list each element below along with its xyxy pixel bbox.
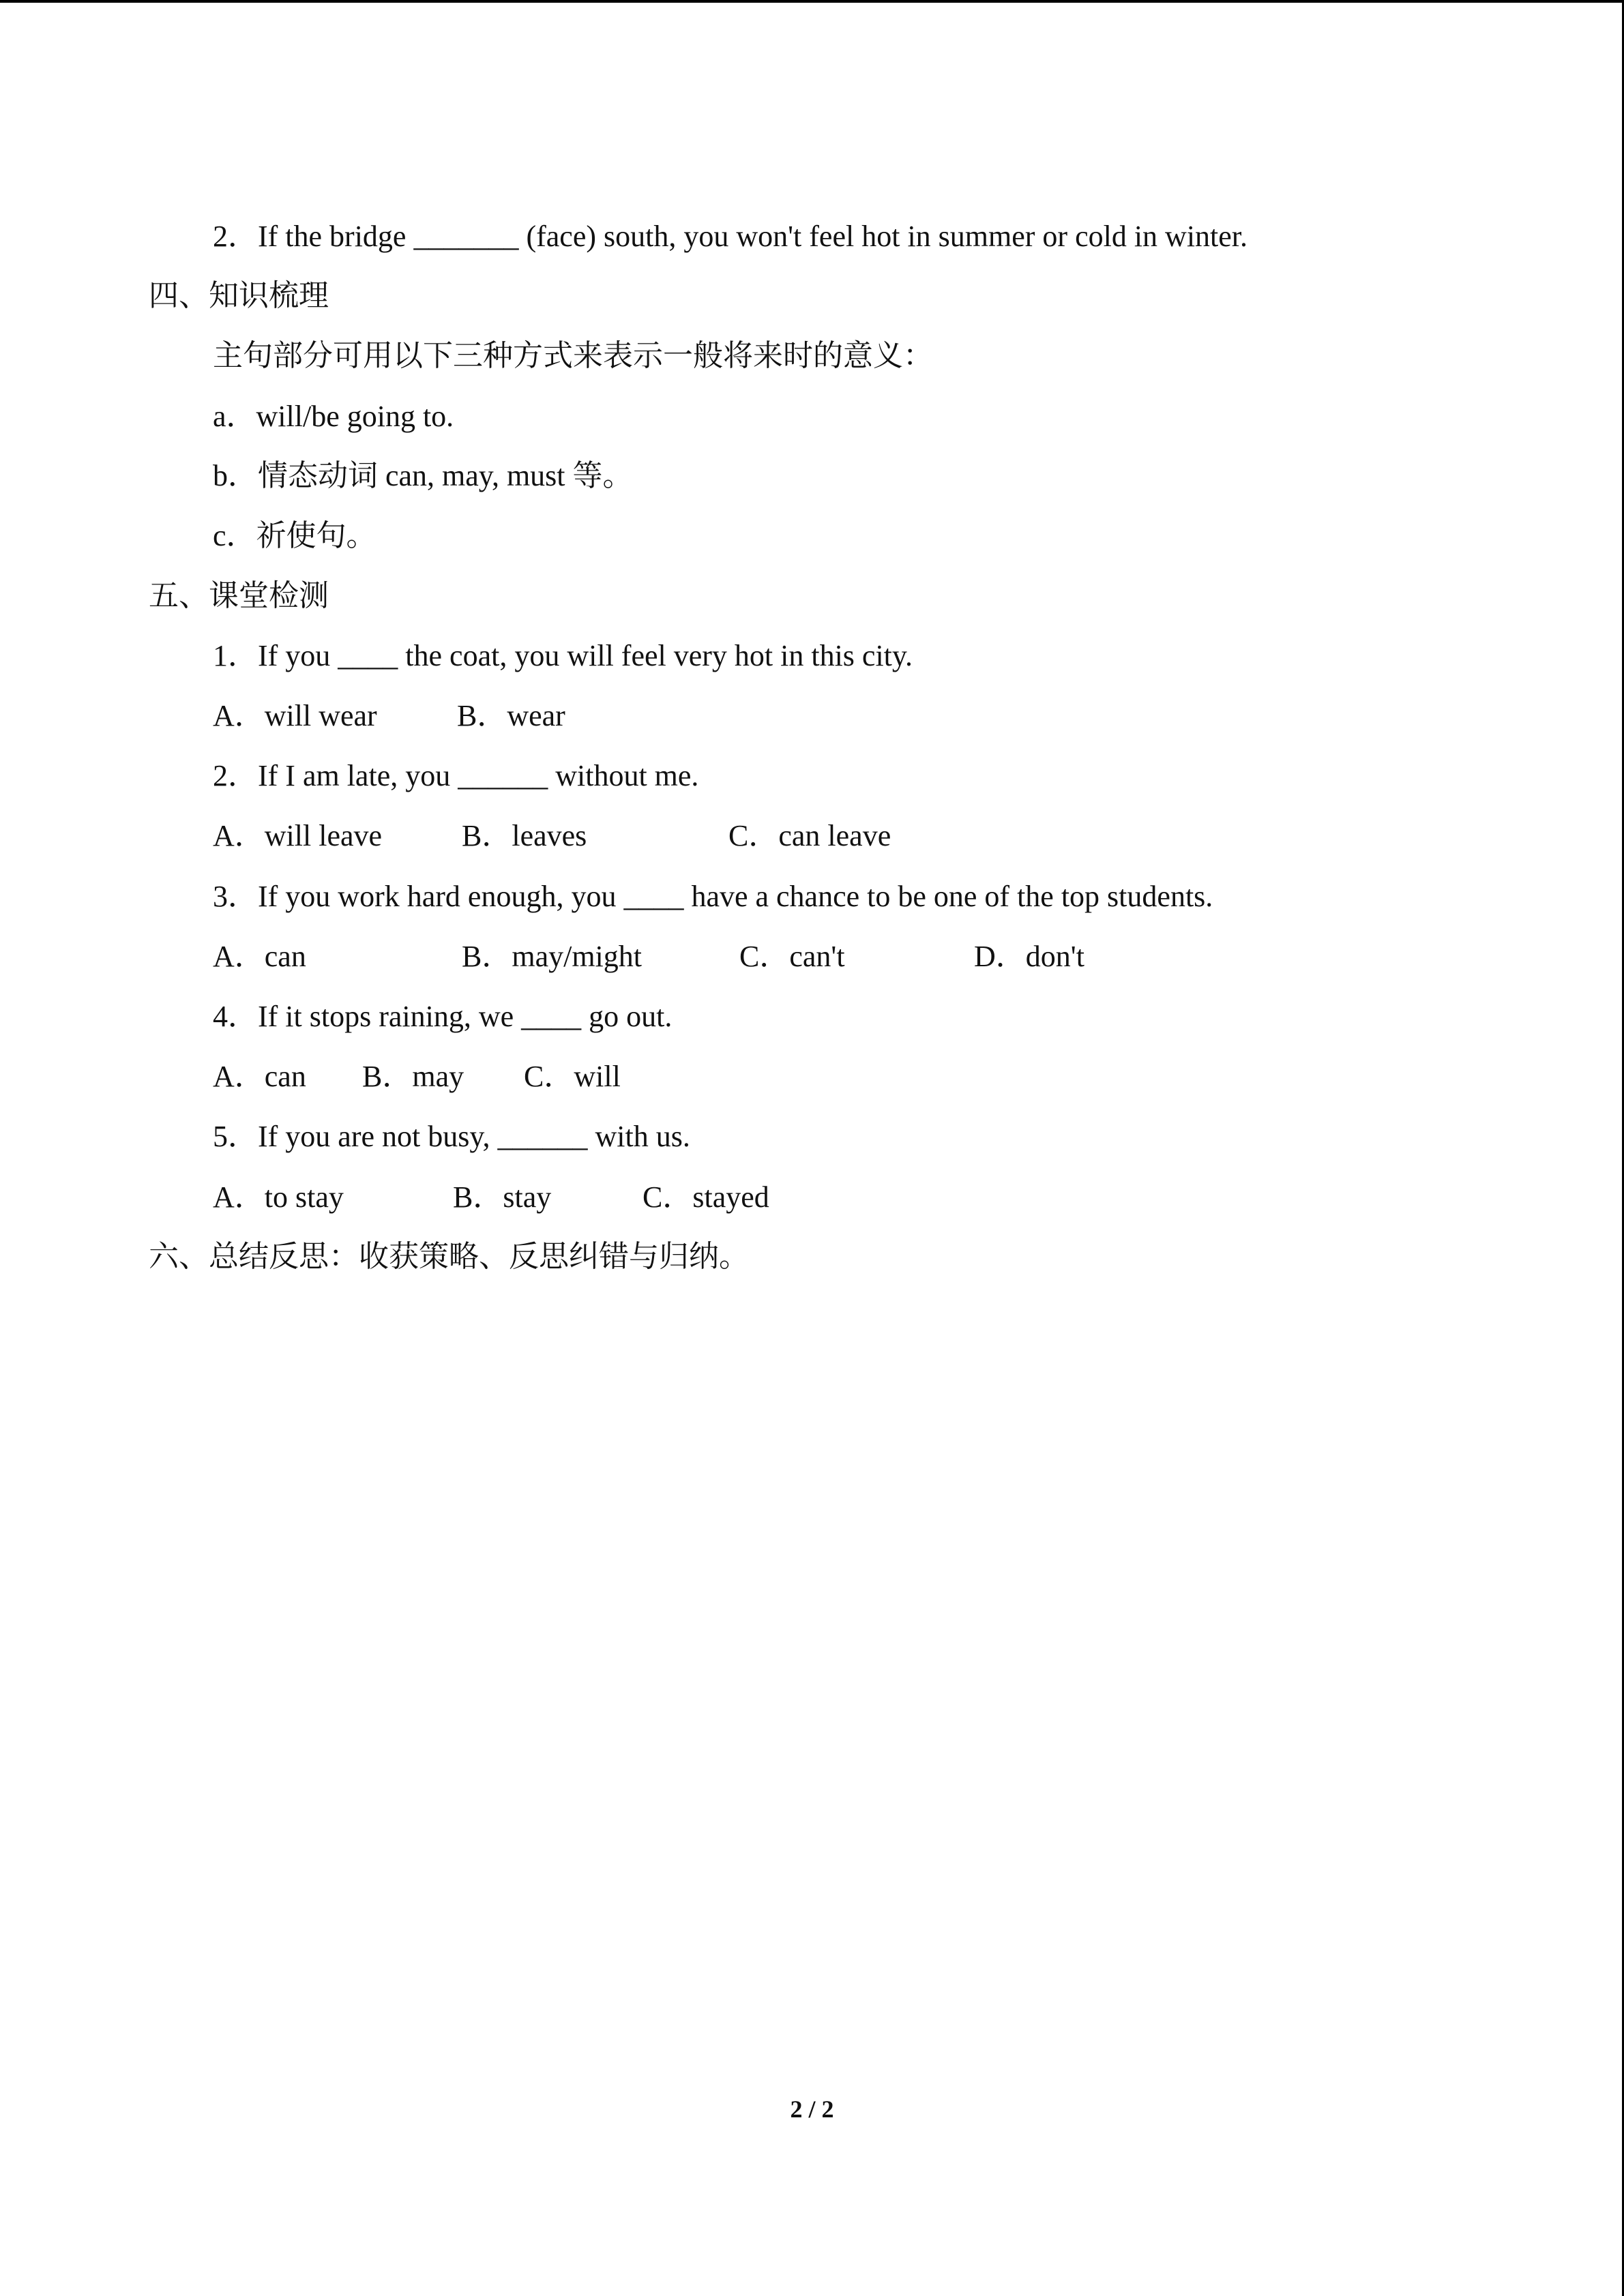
section-heading-classroom-test: 五、课堂检测 — [149, 579, 329, 612]
knowledge-point-a: a．will/be going to. — [213, 400, 454, 433]
option: C．can't — [739, 940, 845, 973]
question-1-options — [213, 696, 1509, 736]
option: C．can leave — [728, 819, 891, 852]
option: B．may/might — [462, 940, 642, 973]
option: B．may — [362, 1060, 464, 1093]
option: A．can — [213, 1060, 306, 1093]
question-1: 1．If you ____ the coat, you will feel very hot in this city. — [213, 639, 913, 672]
option: A．to stay — [213, 1180, 344, 1214]
option: A．will wear — [213, 699, 377, 732]
knowledge-intro: 主句部分可用以下三种方式来表示一般将来时的意义： — [213, 339, 933, 372]
question-3: 3．If you work hard enough, you ____ have a chance to be one of the top students. — [213, 880, 1213, 913]
question-2: 2．If I am late, you ______ without me. — [213, 759, 699, 792]
option: C．stayed — [643, 1180, 769, 1214]
question-2-options — [213, 816, 1509, 856]
exercise-2-sentence: 2．If the bridge _______ (face) south, you won't feel hot in summer or cold in winter. — [213, 220, 1248, 253]
question-4-options — [213, 1056, 1509, 1097]
top-border — [0, 0, 1624, 3]
question-4: 4．If it stops raining, we ____ go out. — [213, 1000, 673, 1033]
option: B．leaves — [462, 819, 587, 852]
option: A．will leave — [213, 819, 383, 852]
option: D．don't — [974, 940, 1084, 973]
knowledge-point-c: c．祈使句。 — [213, 519, 377, 552]
section-heading-knowledge: 四、知识梳理 — [149, 279, 329, 312]
option: B．stay — [453, 1180, 552, 1214]
question-5-options — [213, 1177, 1509, 1218]
section-heading-summary: 六、总结反思：收获策略、反思纠错与归纳。 — [149, 1240, 749, 1273]
page-number: 2 / 2 — [790, 2096, 834, 2123]
option: A．can — [213, 940, 306, 973]
question-3-options — [213, 936, 1509, 977]
option: B．wear — [457, 699, 565, 732]
knowledge-point-b: b．情态动词 can, may, must 等。 — [213, 459, 633, 492]
option: C．will — [524, 1060, 621, 1093]
question-5: 5．If you are not busy, ______ with us. — [213, 1120, 690, 1153]
